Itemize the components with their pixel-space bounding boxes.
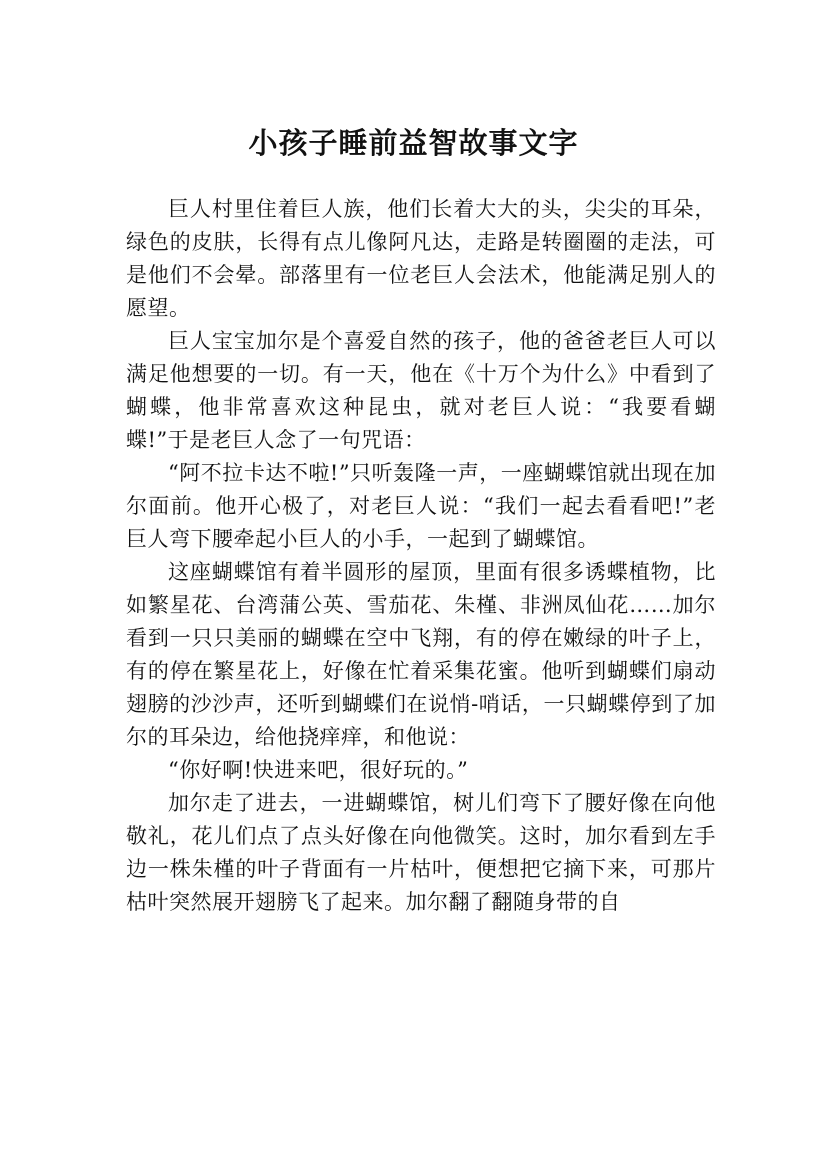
paragraph: “阿不拉卡达不啦!”只听轰隆一声，一座蝴蝶馆就出现在加尔面前。他开心极了，对老巨人说：“我们一起去看看吧!”老巨人弯下腰牵起小巨人的小手，一起到了蝴蝶馆。	[126, 461, 716, 551]
document-title: 小孩子睡前益智故事文字	[248, 126, 579, 161]
paragraph: 加尔走了进去，一进蝴蝶馆，树儿们弯下了腰好像在向他敬礼，花儿们点了点头好像在向他微笑。这时，加尔看到左手边一株朱槿的叶子背面有一片枯叶，便想把它摘下来，可那片枯叶突然展开翅膀飞了起来。加尔翻了翻随身带的自	[126, 791, 716, 914]
document-body	[126, 193, 716, 919]
paragraph: 巨人村里住着巨人族，他们长着大大的头，尖尖的耳朵，绿色的皮肤，长得有点儿像阿凡达，走路是转圈圈的走法，可是他们不会晕。部落里有一位老巨人会法术，他能满足别人的愿望。	[126, 197, 716, 320]
paragraph: “你好啊!快进来吧，很好玩的。”	[168, 758, 469, 782]
paragraph: 这座蝴蝶馆有着半圆形的屋顶，里面有很多诱蝶植物，比如繁星花、台湾蒲公英、雪茄花、朱槿、非洲凤仙花……加尔看到一只只美丽的蝴蝶在空中飞翔，有的停在嫩绿的叶子上，有的停在繁星花上，好像在忙着采集花蜜。他听到蝴蝶们扇动翅膀的沙沙声，还听到蝴蝶们在说悄-哨话，一只蝴蝶停到了加尔的耳朵边，给他挠痒痒，和他说：	[126, 560, 716, 749]
paragraph: 巨人宝宝加尔是个喜爱自然的孩子，他的爸爸老巨人可以满足他想要的一切。有一天，他在《十万个为什么》中看到了蝴蝶，他非常喜欢这种昆虫，就对老巨人说：“我要看蝴蝶!”于是老巨人念了一句咒语：	[126, 329, 716, 452]
